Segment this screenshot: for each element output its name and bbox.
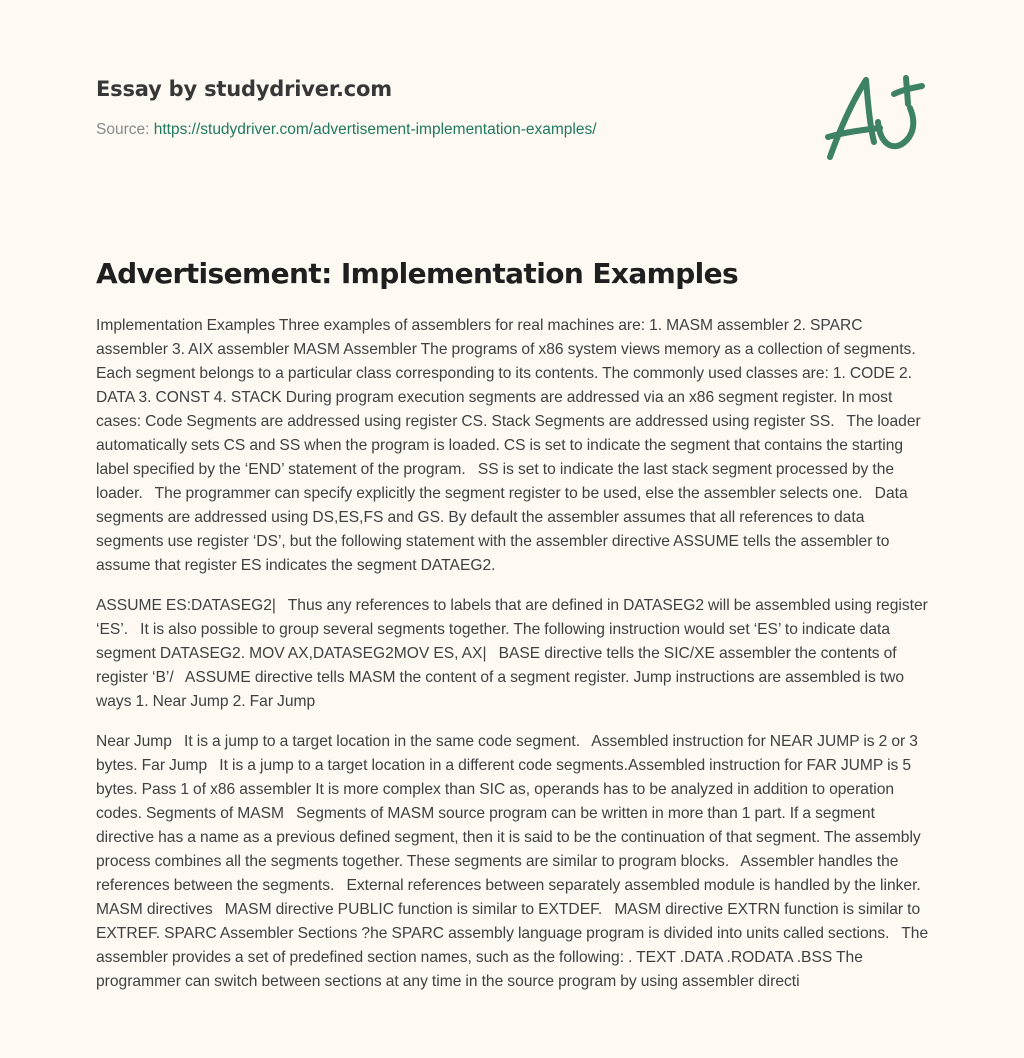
- a-plus-grade-icon: [818, 64, 930, 166]
- essay-paragraph: Implementation Examples Three examples of assemblers for real machines are: 1. MASM assembler 2. SPARC assembler 3. AIX assembler MASM Assembler The programs of x86 system views memory as a collection of segments. Each segment belongs to a particular class corresponding to its contents. The commonly used classes are: 1. CODE 2. DATA 3. CONST 4. STACK During program execution segments are addressed via an x86 segment register. In most cases: Code Segments are addressed using register CS. Stack Segments are addressed using register SS. The loader automatically sets CS and SS when the program is loaded. CS is set to indicate the segment that contains the starting label specified by the ‘END’ statement of the program. SS is set to indicate the last stack segment processed by the loader. The programmer can specify explicitly the segment register to be used, else the assembler selects one. Data segments are addressed using DS,ES,FS and GS. By default the assembler assumes that all references to data segments use register ‘DS’, but the following statement with the assembler directive ASSUME tells the assembler to assume that register ES indicates the segment DATAEG2.: [96, 317, 925, 574]
- essay-header: [96, 74, 796, 140]
- source-line: [96, 120, 796, 140]
- page-title: Advertisement: Implementation Examples: [96, 257, 739, 290]
- source-link[interactable]: https://studydriver.com/advertisement-implementation-examples/: [153, 121, 597, 138]
- essay-paragraph: ASSUME ES:DATASEG2| Thus any references to labels that are defined in DATASEG2 will be assembled using register ‘ES’. It is also possible to group several segments together. The following instruction would set ‘ES’ to indicate data segment DATASEG2. MOV AX,DATASEG2MOV ES, AX| BASE directive tells the SIC/XE assembler the contents of register ‘B’/ ASSUME directive tells MASM the content of a segment register. Jump instructions are assembled is two ways 1. Near Jump 2. Far Jump: [96, 597, 932, 710]
- site-title: Essay by studydriver.com: [96, 77, 392, 101]
- essay-paragraph: Near Jump It is a jump to a target location in the same code segment. Assembled instruction for NEAR JUMP is 2 or 3 bytes. Far Jump It is a jump to a target location in a different code segments.Assembled instruction for FAR JUMP is 5 bytes. Pass 1 of x86 assembler It is more complex than SIC as, operands has to be analyzed in addition to operation codes. Segments of MASM Segments of MASM source program can be written in more than 1 part. If a segment directive has a name as a previous defined segment, then it is said to be the continuation of that segment. The assembly process combines all the segments together. These segments are similar to program blocks. Assembler handles the references between the segments. External references between separately assembled module is handled by the linker. MASM directives MASM directive PUBLIC function is similar to EXTDEF. MASM directive EXTRN function is similar to EXTREF. SPARC Assembler Sections ?he SPARC assembly language program is divided into units called sections. The assembler provides a set of predefined section names, such as the following: . TEXT .DATA .RODATA .BSS The programmer can switch between sections at any time in the source program by using assembler directi: [96, 733, 933, 990]
- source-label: Source:: [96, 121, 154, 138]
- essay-body: [96, 314, 931, 1010]
